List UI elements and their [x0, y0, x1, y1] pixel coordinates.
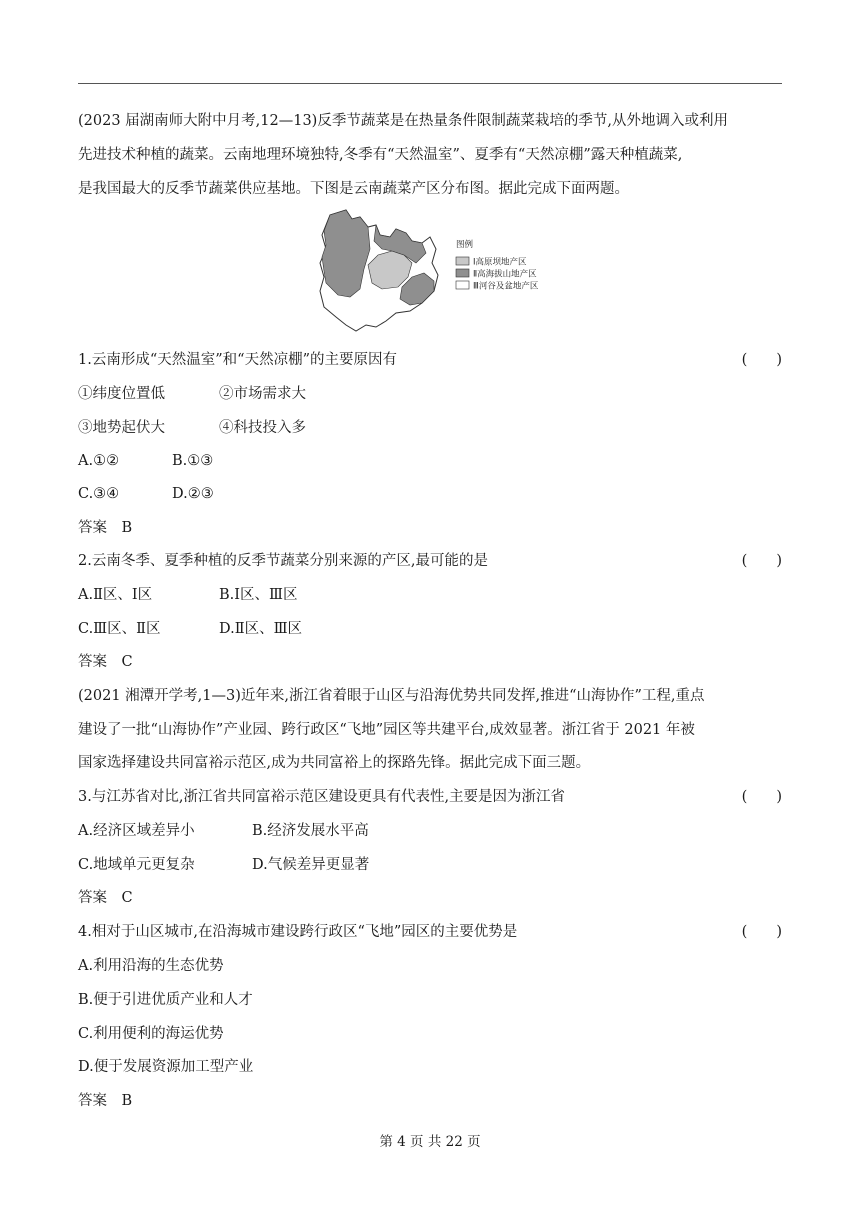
q4-option-b: B.便于引进优质产业和人才: [78, 992, 253, 1008]
q2-option-d: D.Ⅱ区、Ⅲ区: [219, 621, 303, 637]
intro2-line-3: 国家选择建设共同富裕示范区,成为共同富裕上的探路先锋。据此完成下面三题。: [78, 755, 591, 771]
q2-stem: 2.云南冬季、夏季种植的反季节蔬菜分别来源的产区,最可能的是: [78, 553, 488, 569]
q3-stem: 3.与江苏省对比,浙江省共同富裕示范区建设更具有代表性,主要是因为浙江省: [78, 789, 566, 805]
q3-option-a: A.经济区域差异小: [78, 823, 195, 839]
q3-answer-blank: ( ): [741, 789, 782, 805]
q2-option-c: C.Ⅲ区、Ⅱ区: [78, 621, 161, 637]
legend-swatch-3: [456, 281, 469, 289]
intro1-line-2: 先进技术种植的蔬菜。云南地理环境独特,冬季有“天然温室”、夏季有“天然凉棚”露天种植蔬菜,: [78, 147, 683, 163]
legend-swatch-1: [456, 257, 469, 265]
q1-answer-blank: ( ): [741, 352, 782, 368]
intro2-line-2: 建设了一批“山海协作”产业园、跨行政区“飞地”园区等共建平台,成效显著。浙江省于 2021 年被: [78, 722, 695, 738]
yunnan-vegetable-map: [316, 207, 556, 337]
q1-option-b: B.①③: [172, 453, 214, 469]
q1-stem: 1.云南形成“天然温室”和“天然凉棚”的主要原因有: [78, 352, 397, 368]
q4-answer-blank: ( ): [741, 924, 782, 940]
q2-option-b: B.Ⅰ区、Ⅲ区: [219, 587, 298, 603]
header-rule: [78, 83, 782, 84]
legend-item-2: Ⅱ高海拔山地产区: [473, 269, 537, 280]
q2-answer-blank: ( ): [741, 553, 782, 569]
legend-item-1: Ⅰ高原坝地产区: [473, 257, 527, 268]
legend-title: 图例: [456, 240, 474, 250]
q1-item-3: ③地势起伏大: [78, 420, 165, 436]
q1-option-c: C.③④: [78, 486, 120, 502]
q1-item-4: ④科技投入多: [219, 420, 306, 436]
q3-option-c: C.地域单元更复杂: [78, 857, 195, 873]
intro1-line-3: 是我国最大的反季节蔬菜供应基地。下图是云南蔬菜产区分布图。据此完成下面两题。: [78, 181, 629, 197]
legend-swatch-2: [456, 269, 469, 277]
q2-option-a: A.Ⅱ区、Ⅰ区: [78, 587, 153, 603]
q1-option-a: A.①②: [78, 453, 120, 469]
q4-option-d: D.便于发展资源加工型产业: [78, 1059, 254, 1075]
q4-option-a: A.利用沿海的生态优势: [78, 958, 224, 974]
legend-item-3: Ⅲ河谷及盆地产区: [473, 281, 539, 292]
q1-item-2: ②市场需求大: [219, 386, 306, 402]
q1-answer: 答案 B: [78, 520, 133, 536]
page-number: 第 4 页 共 22 页: [379, 1134, 481, 1150]
intro2-line-1: (2021 湘潭开学考,1—3)近年来,浙江省着眼于山区与沿海优势共同发挥,推进“山海协作”工程,重点: [78, 688, 705, 704]
q4-stem: 4.相对于山区城市,在沿海城市建设跨行政区“飞地”园区的主要优势是: [78, 924, 518, 940]
q3-option-d: D.气候差异更显著: [252, 857, 370, 873]
q4-answer: 答案 B: [78, 1093, 133, 1109]
intro1-line-1: (2023 届湖南师大附中月考,12—13)反季节蔬菜是在热量条件限制蔬菜栽培的季节,从外地调入或利用: [78, 113, 728, 129]
q3-answer: 答案 C: [78, 890, 133, 906]
q1-option-d: D.②③: [172, 486, 214, 502]
q3-option-b: B.经济发展水平高: [252, 823, 369, 839]
q2-answer: 答案 C: [78, 654, 133, 670]
q4-option-c: C.利用便利的海运优势: [78, 1026, 224, 1042]
q1-item-1: ①纬度位置低: [78, 386, 165, 402]
